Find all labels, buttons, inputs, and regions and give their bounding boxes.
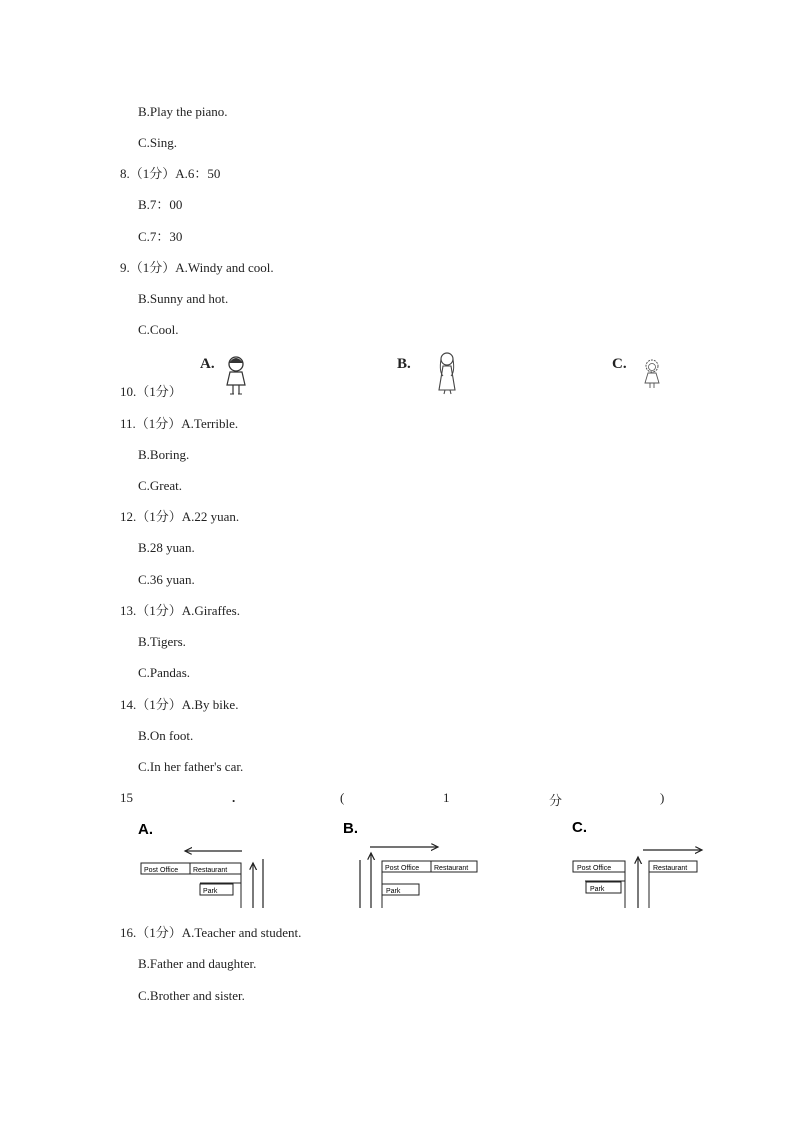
q9-option-b: B.Sunny and hot. <box>138 291 229 306</box>
q15-score: 1 <box>443 790 450 805</box>
map-a-restaurant: Restaurant <box>193 867 228 874</box>
map-a-post-office: Post Office <box>144 867 179 874</box>
q12-option-a: 12.（1分）A.22 yuan. <box>120 509 240 524</box>
map-b-label: B. <box>343 820 358 837</box>
q15-route-maps <box>130 815 720 915</box>
q14-option-a: 14.（1分）A.By bike. <box>120 697 239 712</box>
map-b-post-office: Post Office <box>385 865 420 872</box>
q12-option-c: C.36 yuan. <box>138 572 195 587</box>
q13-option-a: 13.（1分）A.Giraffes. <box>120 603 240 618</box>
q11-option-c: C.Great. <box>138 478 183 493</box>
q14-option-c: C.In her father's car. <box>138 759 244 774</box>
q13-option-c: C.Pandas. <box>138 665 190 680</box>
q15-header <box>0 790 794 808</box>
q7-option-b: B.Play the piano. <box>138 104 228 119</box>
q11-option-b: B.Boring. <box>138 447 190 462</box>
q16-option-c: C.Brother and sister. <box>138 988 245 1003</box>
map-b-park: Park <box>386 888 401 895</box>
q9-option-a: 9.（1分）A.Windy and cool. <box>120 260 274 275</box>
q8-option-c: C.7：30 <box>138 229 183 244</box>
q8-option-a: 8.（1分）A.6：50 <box>120 166 221 181</box>
map-c-park: Park <box>590 886 605 893</box>
map-a-park: Park <box>203 888 218 895</box>
q15-dot: . <box>232 790 236 805</box>
map-a-label: A. <box>138 821 153 838</box>
q10-label-a: A. <box>200 356 215 372</box>
map-b <box>343 820 477 908</box>
map-c <box>572 819 702 908</box>
q16-option-b: B.Father and daughter. <box>138 956 257 971</box>
map-b-restaurant: Restaurant <box>434 865 469 872</box>
q9-option-c: C.Cool. <box>138 322 179 337</box>
map-c-restaurant: Restaurant <box>653 865 688 872</box>
q16-option-a: 16.（1分）A.Teacher and student. <box>120 925 302 940</box>
map-c-post-office: Post Office <box>577 865 612 872</box>
q15-open-paren: ( <box>340 790 345 805</box>
q10-label-b: B. <box>397 356 411 372</box>
q10-picture-c <box>612 354 672 394</box>
q10-number: 10.（1分） <box>120 384 182 399</box>
q15-unit: 分 <box>549 793 563 808</box>
q14-option-b: B.On foot. <box>138 728 194 743</box>
q12-option-b: B.28 yuan. <box>138 540 195 555</box>
girl-long-hair-icon <box>397 350 467 396</box>
q7-option-c: C.Sing. <box>138 135 178 150</box>
map-c-label: C. <box>572 819 587 836</box>
q13-option-b: B.Tigers. <box>138 634 186 649</box>
q8-option-b: B.7：00 <box>138 197 183 212</box>
q15-close-paren: ) <box>660 790 665 805</box>
girl-curly-hair-icon <box>612 354 672 394</box>
q10-picture-a <box>200 352 260 398</box>
q10-label-c: C. <box>612 356 627 372</box>
map-a <box>138 821 263 908</box>
q15-number: 15 <box>120 790 133 805</box>
girl-short-hair-icon <box>200 352 260 398</box>
q10-picture-b <box>397 350 467 396</box>
q11-option-a: 11.（1分）A.Terrible. <box>120 416 239 431</box>
